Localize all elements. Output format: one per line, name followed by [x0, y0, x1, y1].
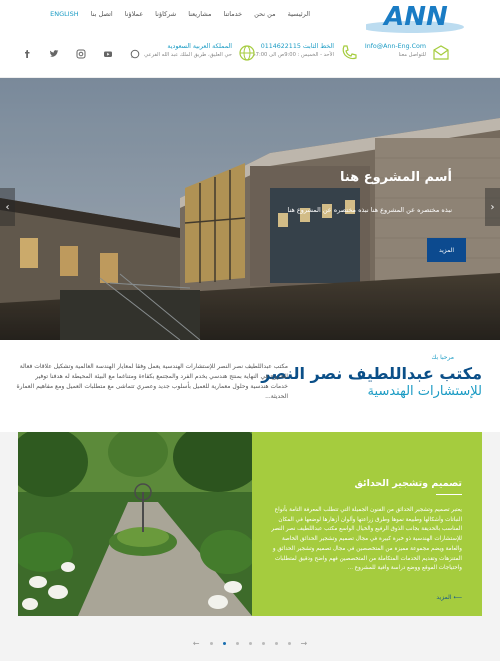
svg-text:ANN: ANN: [384, 2, 448, 32]
nav-services[interactable]: خدماتنا: [223, 10, 243, 18]
nav-projects[interactable]: مشاريعنا: [188, 10, 212, 18]
ann-logo[interactable]: [366, 1, 466, 35]
working-hours: الأحد - الخميس : 9:00ص الى 7:00م: [252, 52, 334, 58]
slider-prev-arrow[interactable]: [0, 188, 15, 226]
chevron-right-icon: ›: [490, 201, 495, 213]
pagination-prev-icon[interactable]: ←: [192, 639, 200, 648]
about-subtitle: للإستشارات الهندسية: [367, 384, 482, 399]
nav-partners[interactable]: شركاؤنا: [155, 10, 177, 18]
hero-title: أسم المشروع هنا: [339, 170, 452, 185]
email-label: للتواصل معنا: [398, 52, 426, 58]
pagination-dot[interactable]: [236, 642, 239, 645]
nav-about[interactable]: من نحن: [254, 10, 276, 18]
pagination-dot[interactable]: [262, 642, 265, 645]
hotline-label: الخط الثابت: [302, 43, 334, 50]
service-description: يعتبر تصميم وتشجير الحدائق من الفنون الجميلة التي تتطلب المعرفة التامة بأنواع النباتات وأشكالها وطبيعة نموها وطرق زراعتها وألوان أزهارها لوضعها في المكان المناسب بالحديقة بجانب الذوق الرفيع والخيال الواسع مكتب عبداللطيف نصر النصر للإستشارات الهندسية ذو خبرة كبيرة في مجال تصميم وتشجير الحدائق الخاصة والعامة ويضم مجموعة مميزة من المتخصصين في مجال تصميم وتشجير الحدائق و المتنزهات وتقديم الخدمات المتكاملة من المتخصصين فهم واضح ودقيق لمتطلبات واحتياجات الموقع ووضع دراسة وافية للمشروع ...: [271, 507, 462, 572]
slider-next-arrow[interactable]: [485, 188, 500, 226]
nav-clients[interactable]: عملاؤنا: [124, 10, 144, 18]
garden-image: [18, 432, 252, 616]
email-info: [365, 42, 450, 60]
welcome-label: مرحبا بك: [431, 354, 454, 361]
service-card: [252, 432, 482, 616]
title-divider: [436, 494, 462, 495]
hero-subtitle: نبذه مختصره عن المشروع هنا نبذه مختصره عن المشروع هنا: [287, 206, 452, 214]
pagination-dot[interactable]: [210, 642, 213, 645]
chevron-left-icon: ‹: [5, 201, 10, 213]
about-text: مكتب عبداللطيف نصر النصر للإستشارات الهندسية يعمل وفقا لمعايار الهندسة العالمية وتشكيل علاقات فعالة للخروج في النهاية بمنتج هندسي يخدم الفرد والمجتمع بكفاءة ومتناغما مع البيئة المحيطة له هدفنا توفير خدمات هندسية وحلول معمارية للعميل بأسلوب جديد وعصري تتماشى مع متطلبات العميل ومع مفاهيم العمارة الحديثة...: [16, 363, 288, 400]
about-title: مكتب عبداللطيف نصر النصر: [261, 364, 482, 383]
phone-info: [252, 42, 358, 60]
about-section: [0, 340, 500, 432]
services-slider: [0, 432, 500, 661]
main-nav: [44, 10, 310, 18]
arrow-left-icon: ⟵: [453, 594, 462, 601]
service-more-label: المزيد: [436, 594, 452, 601]
pagination-next-icon[interactable]: →: [300, 639, 308, 648]
twitter-icon[interactable]: [49, 49, 59, 59]
phone-icon: [340, 44, 358, 62]
pagination-dot[interactable]: [288, 642, 291, 645]
social-links: [22, 49, 140, 59]
slider-pagination: [0, 639, 500, 648]
service-title: تصميم وتشجير الحدائق: [354, 478, 462, 489]
hero-more-button[interactable]: المزيد: [427, 238, 466, 262]
globe-icon: [238, 44, 256, 62]
whatsapp-icon[interactable]: [130, 49, 140, 59]
pagination-dot[interactable]: [249, 642, 252, 645]
contact-bar: [0, 36, 500, 78]
country: المملكة العربية السعودية: [167, 43, 232, 50]
location-info: [144, 42, 256, 60]
mail-icon: [432, 44, 450, 62]
nav-contact[interactable]: اتصل بنا: [90, 10, 113, 18]
youtube-icon[interactable]: [103, 49, 113, 59]
hotline-number[interactable]: 0114622115: [260, 43, 301, 50]
facebook-icon[interactable]: [22, 49, 32, 59]
email-address[interactable]: Info@Ann-Eng.Com: [364, 43, 426, 50]
pagination-dot[interactable]: [275, 642, 278, 645]
nav-home[interactable]: الرئيسية: [287, 10, 310, 18]
pagination-dot-active[interactable]: [223, 642, 226, 645]
language-switch[interactable]: ENGLISH: [50, 10, 79, 18]
hero-slider: [0, 78, 500, 340]
header: [0, 0, 500, 36]
instagram-icon[interactable]: [76, 49, 86, 59]
service-more-link[interactable]: [436, 594, 462, 601]
address: حي العليق، طريق الملك عبد الله الفرعي: [144, 52, 232, 58]
